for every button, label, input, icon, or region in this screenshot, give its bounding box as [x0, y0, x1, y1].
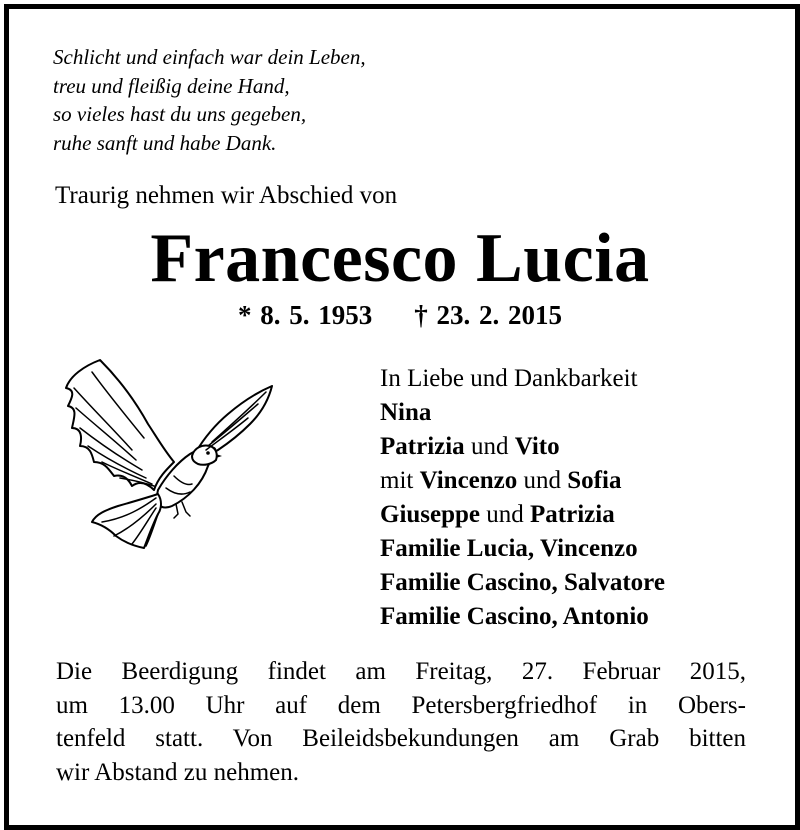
signer-connector: und — [480, 501, 531, 528]
signer-name: Familie Cascino, Salvatore — [380, 569, 665, 596]
death-date: † 23. 2. 2015 — [414, 300, 562, 330]
signer-line — [380, 464, 665, 498]
funeral-line: tenfeld statt. Von Beileidsbekundungen am Grab bitten — [56, 725, 746, 752]
signer-name: Familie Lucia, Vincenzo — [380, 535, 638, 562]
poem-line: ruhe sanft und habe Dank. — [53, 130, 277, 155]
poem-line: so vieles hast du uns gegeben, — [53, 102, 307, 126]
signer-line — [380, 532, 665, 566]
signer-connector: und — [517, 467, 568, 494]
funeral-line: wir Abstand zu nehmen. — [56, 758, 300, 786]
signers-heading: In Liebe und Dankbarkeit — [380, 365, 638, 392]
signer-connector: mit — [380, 467, 420, 494]
signer-name: Vito — [514, 433, 560, 460]
dove-icon — [62, 358, 276, 550]
life-dates — [0, 300, 800, 331]
signer-name: Nina — [380, 399, 432, 426]
signer-line — [380, 566, 665, 600]
signer-name: Giuseppe — [380, 501, 481, 528]
poem-line: Schlicht und einfach war dein Leben, — [53, 45, 366, 69]
signer-line — [380, 396, 665, 430]
funeral-notice — [56, 655, 746, 789]
signer-name: Patrizia — [380, 433, 465, 460]
funeral-line: Die Beerdigung findet am Freitag, 27. Februar 2015, — [56, 658, 746, 685]
signer-name: Patrizia — [530, 501, 615, 528]
signer-name: Familie Cascino, Antonio — [380, 603, 649, 630]
intro-text: Traurig nehmen wir Abschied von — [55, 182, 398, 209]
poem-line: treu und fleißig deine Hand, — [53, 73, 290, 98]
signers-block — [380, 362, 665, 634]
poem — [53, 43, 366, 157]
signer-name: Vincenzo — [419, 467, 518, 494]
signer-line — [380, 600, 665, 634]
deceased-name: Francesco Lucia — [150, 220, 650, 297]
signer-line — [380, 430, 665, 464]
signer-name: Sofia — [567, 467, 622, 494]
signer-line — [380, 498, 665, 532]
funeral-line: um 13.00 Uhr auf dem Petersbergfriedhof in Obers- — [56, 691, 746, 719]
signer-connector: und — [464, 433, 515, 460]
birth-date: * 8. 5. 1953 — [238, 300, 373, 330]
